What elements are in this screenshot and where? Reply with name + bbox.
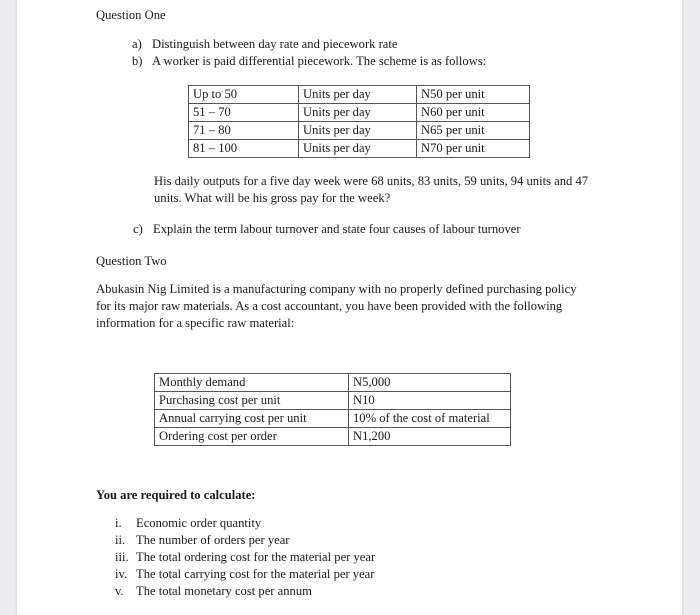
table-cell: Annual carrying cost per unit [155,410,349,428]
table-cell: Purchasing cost per unit [155,392,349,410]
table-row [189,140,530,158]
question-one-title: Question One [96,8,166,22]
table-cell: Up to 50 [189,86,299,104]
part-a-marker: a) [132,37,142,51]
table-cell: Units per day [299,86,417,104]
intro-text-2: for its major raw materials. As a cost accountant, you have been provided with the following [96,299,563,313]
table-cell: N1,200 [349,428,511,446]
table-cell: Monthly demand [155,374,349,392]
item-marker: v. [115,584,124,598]
table-row [189,86,530,104]
question-one-part-c [133,221,521,239]
table-cell: N5,000 [349,374,511,392]
raw-material-table [154,373,511,446]
table-cell: Units per day [299,104,417,122]
piecework-rate-table [188,85,530,158]
item-text: The total monetary cost per annum [136,584,312,598]
table-cell: 10% of the cost of material [349,410,511,428]
document-page [17,0,682,615]
table-cell: Units per day [299,140,417,158]
item-text: The total ordering cost for the material per year [136,550,376,564]
table-row [155,374,511,392]
table-cell: N50 per unit [417,86,530,104]
table-row [155,392,511,410]
part-c-marker: c) [133,222,143,236]
item-text: The total carrying cost for the material per year [136,567,375,581]
question-one-part-a [132,36,398,54]
table-row [189,104,530,122]
daily-outputs-line-1: His daily outputs for a five day week were 68 units, 83 units, 59 units, 94 units and 47 [154,174,589,188]
part-b-text: A worker is paid differential piecework. The scheme is as follows: [152,54,487,68]
intro-line-2 [96,298,562,316]
table-cell: 81 – 100 [189,140,299,158]
part-b-marker: b) [132,54,143,68]
required-item [115,532,290,550]
intro-line-1 [96,281,604,299]
table-cell: N60 per unit [417,104,530,122]
required-heading: You are required to calculate: [96,488,256,502]
table-cell: Ordering cost per order [155,428,349,446]
intro-line-3 [96,315,294,333]
question-two-title: Question Two [96,254,167,268]
intro-text-1: Abukasin Nig Limited is a manufacturing company with no properly defined purchasing policy [96,282,577,296]
daily-outputs-line-2: units. What will be his gross pay for the week? [154,191,391,205]
item-marker: ii. [115,533,126,547]
table-cell: Units per day [299,122,417,140]
table-cell: 71 – 80 [189,122,299,140]
item-text: Economic order quantity [136,516,262,530]
item-marker: iv. [115,567,128,581]
table-row [155,410,511,428]
item-marker: iii. [115,550,129,564]
required-item [115,549,375,567]
part-c-text: Explain the term labour turnover and state four causes of labour turnover [153,222,521,236]
item-text: The number of orders per year [136,533,290,547]
table-cell: N65 per unit [417,122,530,140]
table-cell: N70 per unit [417,140,530,158]
table-row [155,428,511,446]
required-item [115,515,261,533]
required-item [115,566,374,584]
question-one-part-b [132,53,486,71]
item-marker: i. [115,516,122,530]
required-item [115,583,312,601]
intro-text-3: information for a specific raw material: [96,316,295,330]
part-a-text: Distinguish between day rate and piecework rate [152,37,398,51]
table-cell: 51 – 70 [189,104,299,122]
table-row [189,122,530,140]
table-cell: N10 [349,392,511,410]
